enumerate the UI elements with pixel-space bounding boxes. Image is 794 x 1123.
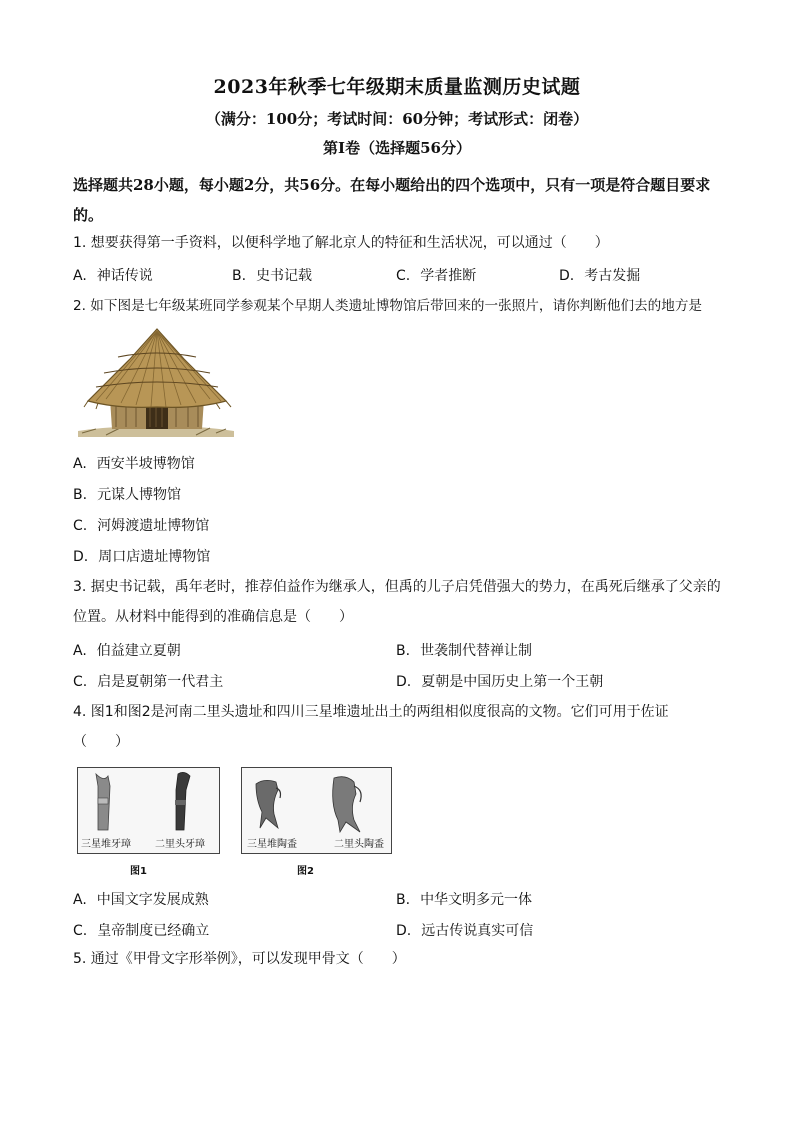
- figure-2-left-label: 三星堆陶盉: [247, 839, 297, 850]
- option-letter: A.: [73, 892, 87, 908]
- figure-1-right-label: 二里头牙璋: [155, 839, 205, 850]
- exam-title: 2023年秋季七年级期末质量监测历史试题: [213, 76, 581, 98]
- option-text: 河姆渡遗址博物馆: [97, 518, 210, 534]
- question-5-stem: 5. 通过《甲骨文字形举例》，可以发现甲骨文（ ）: [73, 951, 406, 967]
- q3-option-b[interactable]: [396, 640, 532, 660]
- q3-option-a[interactable]: [73, 640, 181, 660]
- q3-option-c[interactable]: [73, 671, 223, 691]
- figure-2-box: [241, 767, 392, 854]
- option-text: 学者推断: [420, 268, 477, 284]
- option-letter: A.: [73, 643, 87, 659]
- question-3-stem: 3. 据史书记载，禹年老时，推荐伯益作为继承人，但禹的儿子启凭借强大的势力，在禹死后继承了父亲的位置。从材料中能得到的准确信息是（ ）: [73, 579, 721, 625]
- option-letter: B.: [73, 487, 88, 503]
- option-letter: D.: [396, 923, 412, 939]
- instructions: 选择题共28小题，每小题2分，共56分。在每小题给出的四个选项中，只有一项是符合题目要求的。: [73, 176, 711, 224]
- option-text: 史书记载: [256, 268, 313, 284]
- option-letter: D.: [559, 268, 575, 284]
- option-letter: C.: [396, 268, 411, 284]
- option-letter: A.: [73, 456, 87, 472]
- option-text: 夏朝是中国历史上第一个王朝: [421, 674, 604, 690]
- q1-option-b[interactable]: [232, 265, 312, 285]
- q2-option-c[interactable]: [73, 515, 209, 535]
- option-letter: D.: [73, 549, 89, 565]
- q2-option-d[interactable]: [73, 546, 210, 566]
- q2-option-a[interactable]: [73, 453, 195, 473]
- option-letter: C.: [73, 923, 88, 939]
- option-letter: A.: [73, 268, 87, 284]
- option-text: 西安半坡博物馆: [96, 456, 195, 472]
- exam-subtitle: （满分：100分；考试时间：60分钟；考试形式：闭卷）: [205, 110, 589, 128]
- option-text: 中华文明多元一体: [420, 892, 533, 908]
- figure-1-caption: 图1: [130, 866, 147, 877]
- q1-option-d[interactable]: [559, 265, 640, 285]
- option-text: 皇帝制度已经确立: [97, 923, 210, 939]
- q2-option-b[interactable]: [73, 484, 181, 504]
- q4-option-b[interactable]: [396, 889, 532, 909]
- option-text: 中国文字发展成熟: [96, 892, 209, 908]
- option-letter: B.: [396, 643, 411, 659]
- option-text: 考古发掘: [584, 268, 641, 284]
- option-letter: D.: [396, 674, 412, 690]
- figure-1-box: [77, 767, 220, 854]
- q4-option-a[interactable]: [73, 889, 209, 909]
- figure-2-right-label: 二里头陶盉: [334, 839, 384, 850]
- option-text: 周口店遗址博物馆: [98, 549, 211, 565]
- option-letter: B.: [232, 268, 247, 284]
- option-text: 远古传说真实可信: [421, 923, 534, 939]
- option-text: 伯益建立夏朝: [96, 643, 181, 659]
- option-text: 神话传说: [96, 268, 153, 284]
- q4-option-d[interactable]: [396, 920, 533, 940]
- question-4-stem: 4. 图1和图2是河南二里头遗址和四川三星堆遗址出土的两组相似度很高的文物。它们可用于佐证（ ）: [73, 704, 669, 750]
- option-letter: C.: [73, 674, 88, 690]
- section-heading: 第Ⅰ卷（选择题56分）: [323, 139, 471, 157]
- figure-2-caption: 图2: [297, 866, 314, 877]
- q1-option-a[interactable]: [73, 265, 153, 285]
- figure-1-left-label: 三星堆牙璋: [81, 839, 131, 850]
- option-letter: B.: [396, 892, 411, 908]
- thatched-hut-image: [76, 325, 238, 441]
- q3-option-d[interactable]: [396, 671, 603, 691]
- option-text: 启是夏朝第一代君主: [97, 674, 224, 690]
- option-text: 世袭制代替禅让制: [420, 643, 533, 659]
- option-text: 元谋人博物馆: [97, 487, 182, 503]
- q4-option-c[interactable]: [73, 920, 209, 940]
- option-letter: C.: [73, 518, 88, 534]
- question-2-stem: 2. 如下图是七年级某班同学参观某个早期人类遗址博物馆后带回来的一张照片，请你判断他们去的地方是: [73, 298, 703, 314]
- q1-option-c[interactable]: [396, 265, 476, 285]
- question-1-stem: 1. 想要获得第一手资料，以便科学地了解北京人的特征和生活状况，可以通过（ ）: [73, 235, 609, 251]
